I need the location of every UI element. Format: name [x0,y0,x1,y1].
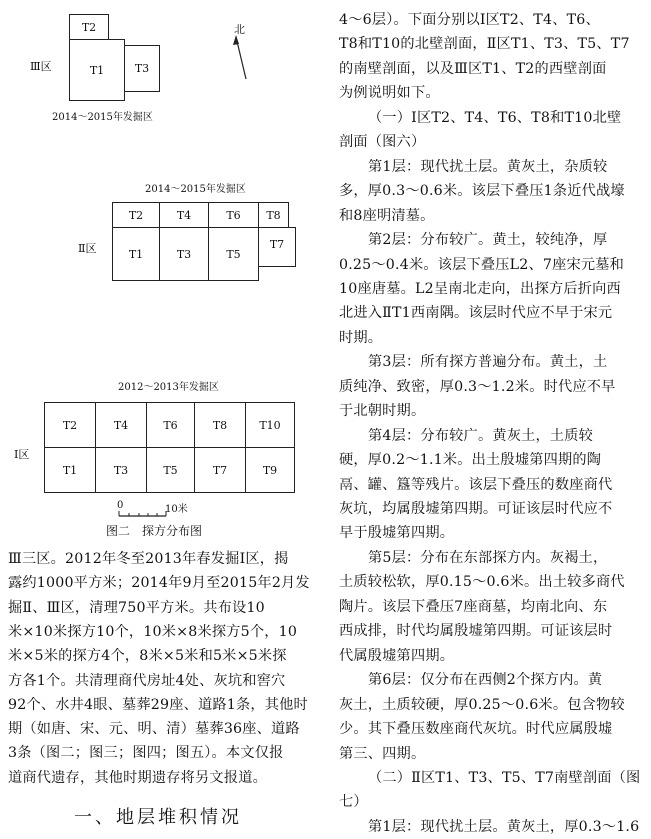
square-label: T10 [259,418,281,432]
zone3-square-t1 [69,39,125,101]
square-label: T1 [89,63,105,77]
text-line: 道商代遗存，其他时期遗存将另文报道。 [8,769,267,786]
scale-bar [118,510,168,518]
square-label: T7 [212,463,228,477]
square-label: T1 [128,247,144,261]
square-label: T2 [62,418,78,432]
text-line: 于北朝时期。 [339,403,426,420]
zone3-square-t3 [124,45,160,92]
zone1-square-t1 [44,447,96,493]
text-line: 质纯净、致密，厚0.3～1.2米。时代应不早 [339,378,616,395]
text-line: 硬，厚0.2～1.1米。出土殷墟第四期的陶 [339,452,602,469]
zone1-label: Ⅰ区 [14,448,30,461]
text-line: 3条（图二；图三；图四；图五）。本文仅报 [8,745,284,762]
zone2-square-t5 [208,227,259,281]
square-label: T3 [176,247,192,261]
text-line: 为例说明如下。 [339,85,440,102]
square-label: T9 [262,463,278,477]
text-line: 少。其下叠压数座商代灰坑。时代应属殷墟 [339,721,613,738]
figure-caption: 图二 探方分布图 [106,524,203,538]
text-line: 掘Ⅱ、Ⅲ区，清理750平方米。共布设10 [8,599,265,616]
square-label: T1 [62,463,78,477]
square-label: T5 [226,247,241,261]
text-line: 第5层：分布在东部探方内。灰褐土， [368,549,608,566]
text-line: 第三、四期。 [339,745,426,762]
text-line: 陶片。该层下叠压7座商墓，均南北向、东 [339,598,608,615]
text-line: 第1层：现代扰土层。黄灰土，杂质较 [368,158,608,175]
text-line: 北进入ⅡT1西南隅。该层时代应不早于宋元 [339,305,613,322]
text-line: 92个、水井4眼、墓葬29座、道路1条，其他时 [8,696,308,713]
square-label: T3 [113,463,129,477]
text-line: 七） [339,794,368,811]
square-label: T4 [113,418,129,432]
text-line: 第1层：现代扰土层。黄灰土，厚0.3～1.6 [368,818,640,835]
square-label: T8 [212,418,228,432]
text-line: 西成排，时代均属殷墟第四期。可证该层时 [339,623,613,640]
text-line: 第6层：仅分布在西侧2个探方内。黄 [368,672,603,689]
zone1-square-t5 [146,447,195,493]
section-heading: 一、地层堆积情况 [74,807,242,828]
text-line: 第2层：分布较广。黄土，较纯净，厚 [368,232,608,249]
square-label: T2 [128,208,144,222]
text-line: 米×10米探方10个，10米×8米探方5个，10 [8,623,298,640]
text-line: 灰坑，均属殷墟第四期。可证该层时代应不 [339,501,613,517]
text-line: 土质较松软，厚0.15～0.6米。出土较多商代 [339,574,625,591]
text-line: 露约1000平方米；2014年9月至2015年2月发 [8,575,310,592]
zone1-square-t10 [245,402,295,448]
zone3-square-t2 [69,14,109,40]
text-line: 剖面（图六） [339,134,426,151]
square-label: T7 [269,238,285,251]
zone2-square-t6 [208,202,259,228]
text-line: 鬲、罐、簋等残片。该层下叠压的数座商代 [339,476,613,493]
zone2-square-t3 [159,227,209,281]
zone1-square-t9 [245,447,295,493]
scale-length: 10米 [165,504,188,515]
text-line: 多，厚0.3～0.6米。该层下叠压1条近代战壕 [339,183,625,200]
text-line: 时期。 [339,329,383,346]
zone1-square-t2 [44,402,96,448]
text-line: 和8座明清墓。 [339,207,435,224]
zone1-square-t7 [194,447,246,493]
zone3-caption: 2014～2015年发掘区 [52,112,153,123]
text-line: 方各1个。共清理商代房址4处、灰坑和窖穴 [8,672,286,689]
text-line: （一）Ⅰ区T2、T4、T6、T8和T10北壁 [368,109,622,126]
text-line: 早于殷墟第四期。 [339,525,455,542]
zone2-square-t7 [258,227,296,267]
zone1-caption: 2012～2013年发掘区 [118,382,219,393]
text-line: 代属殷墟第四期。 [339,647,455,664]
text-line: 期（如唐、宋、元、明、清）墓葬36座、道路 [8,721,300,738]
zone2-square-t4 [159,202,209,228]
text-line: 10座唐墓。L2呈南北走向，出探方后折向西 [339,280,621,297]
zone1-square-t6 [146,402,195,448]
text-line: 0.25～0.4米。该层下叠压L2、7座宋元墓和 [339,256,625,273]
zone1-square-t8 [194,402,246,448]
zone1-square-t4 [95,402,147,448]
north-label: 北 [234,23,245,36]
zone2-square-t8 [258,202,289,228]
text-line: 的南壁剖面，以及Ⅲ区T1、T2的西壁剖面 [339,60,607,77]
text-line: 米×5米的探方4个，8米×5米和5米×5米探 [8,648,287,665]
square-label: T6 [226,208,241,222]
square-label: T3 [134,62,150,75]
text-line: Ⅲ三区。2012年冬至2013年春发掘Ⅰ区，揭 [8,551,289,567]
zone2-square-t1 [112,227,160,281]
zone1-square-t3 [95,447,147,493]
square-label: T6 [163,418,178,432]
square-label: T4 [176,208,192,222]
text-line: 第4层：分布较广。黄灰土，土质较 [368,427,594,444]
zone2-caption: 2014～2015年发掘区 [145,184,246,195]
text-line: （二）Ⅱ区T1、T3、T5、T7南壁剖面（图 [368,769,641,786]
scale-zero: 0 [117,500,124,511]
text-line: 灰土，土质较硬，厚0.25～0.6米。包含物较 [339,696,625,713]
zone2-label: Ⅱ区 [78,242,97,255]
text-line: T8和T10的北壁剖面，Ⅱ区T1、T3、T5、T7 [339,36,630,53]
text-line: 4～6层）。下面分别以Ⅰ区T2、T4、T6、 [339,12,600,28]
square-label: T8 [266,208,281,222]
zone2-square-t2 [112,202,160,228]
square-label: T5 [163,463,178,477]
north-arrow-icon [228,33,252,83]
text-line: 第3层：所有探方普遍分布。黄土，土 [368,354,608,371]
zone3-label: Ⅲ区 [30,60,52,73]
square-label: T2 [81,20,97,34]
